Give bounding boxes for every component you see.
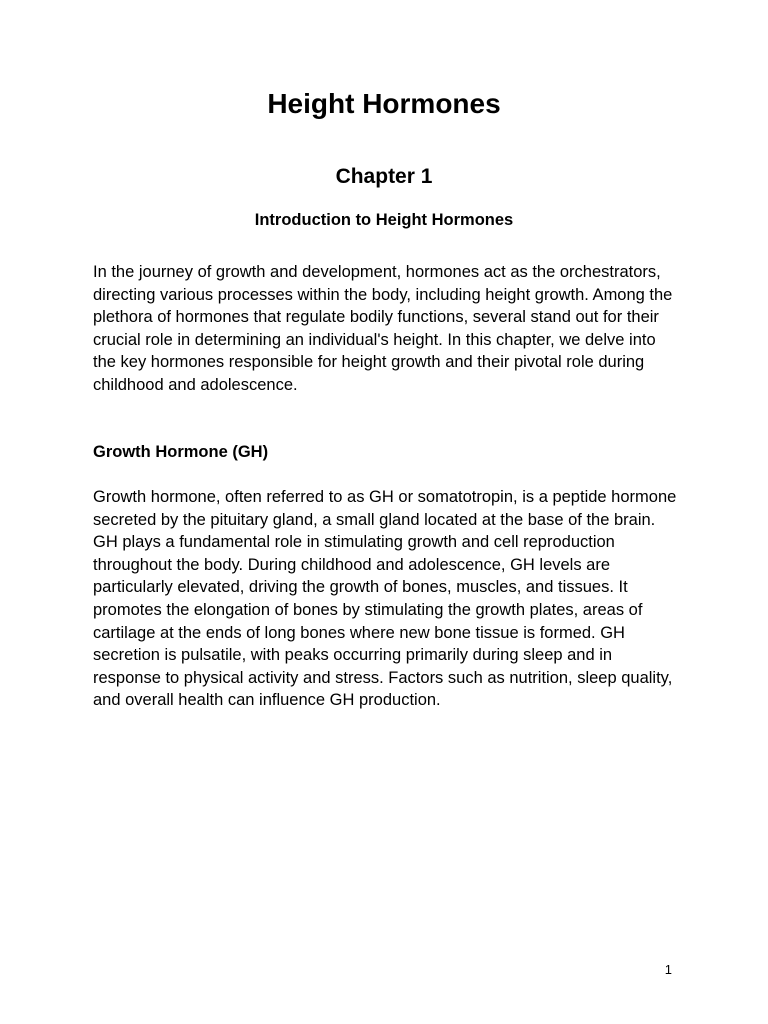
chapter-heading: Chapter 1 — [335, 165, 433, 188]
document-title: Height Hormones — [267, 88, 501, 119]
chapter-subtitle: Introduction to Height Hormones — [254, 211, 514, 229]
page-number: 1 — [664, 962, 672, 977]
section-heading-growth-hormone: Growth Hormone (GH) — [93, 443, 269, 461]
growth-hormone-paragraph: Growth hormone, often referred to as GH or somatotropin, is a peptide hormone secreted by the pituitary gland, a small gland located at the base of the brain. GH plays a fundamental role in stimulating growth and cell reproduction throughout the body. During childhood and adolescence, GH levels are particularly elevated, driving the growth of bones, muscles, and tissues. It promotes the elongation of bones by stimulating the growth plates, areas of cartilage at the ends of long bones where new bone tissue is formed. GH secretion is pulsatile, with peaks occurring primarily during sleep and in response to physical activity and stress. Factors such as nutrition, sleep quality, and overall health can influence GH production. — [93, 488, 677, 710]
intro-paragraph: In the journey of growth and development, hormones act as the orchestrators, directing various processes within the body, including height growth. Among the plethora of hormones that regulate bodily functions, several stand out for their crucial role in determining an individual's height. In this chapter, we delve into the key hormones responsible for height growth and their pivotal role during childhood and adolescence. — [93, 263, 673, 394]
